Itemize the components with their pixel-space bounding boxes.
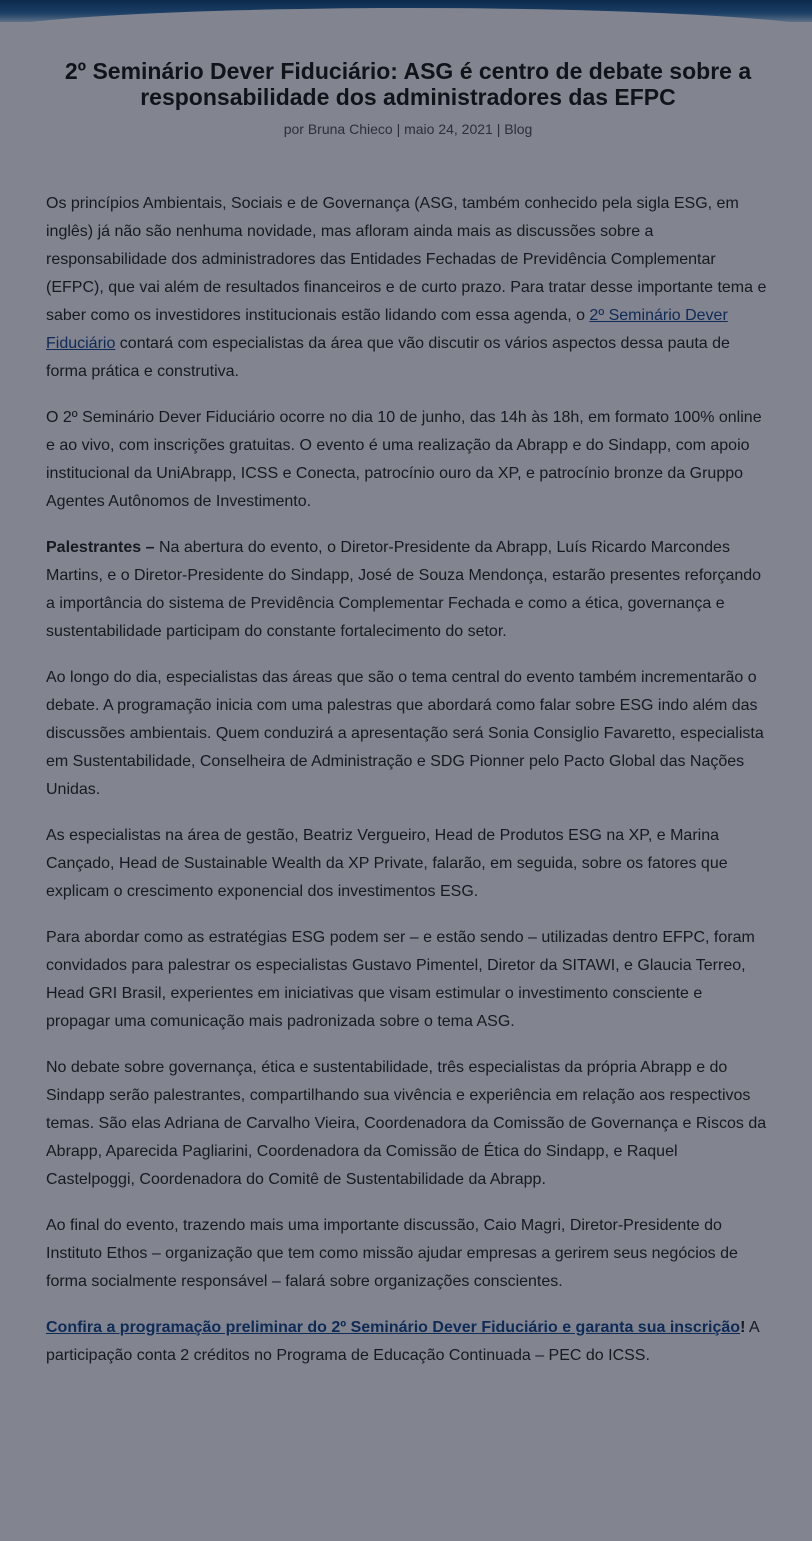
post-title: 2º Seminário Dever Fiduciário: ASG é centro de debate sobre a responsabilidade dos administradores das EFPC xyxy=(64,58,752,110)
paragraph-program: Ao longo do dia, especialistas das áreas que são o tema central do evento também incrementarão o debate. A programação inicia com uma palestras que abordará como falar sobre ESG indo além das discussões ambientais. Quem conduzirá a apresentação será Sonia Consiglio Favaretto, especialista em Sustentabilidade, Conselheira de Administração e SDG Pionner pelo Pacto Global das Nações Unidas. xyxy=(46,669,764,798)
paragraph-speakers xyxy=(46,534,770,646)
seminar-link[interactable]: 2º Seminário Dever Fiduciário xyxy=(46,307,728,352)
exclamation: ! xyxy=(740,1319,746,1336)
author-link[interactable]: Bruna Chieco xyxy=(307,121,393,137)
paragraph-text: Na abertura do evento, o Diretor-Presidente da Abrapp, Luís Ricardo Marcondes Martins, e o Diretor-Presidente do Sindapp, José de Souza Mendonça, estarão presentes reforçando a importância do sistema de Previdência Complementar Fechada e como a ética, governança e sustentabilidade participam do constante fortalecimento do setor. xyxy=(46,539,762,640)
meta-separator: | xyxy=(496,121,501,137)
program-registration-link[interactable]: Confira a programação preliminar do 2º Seminário Dever Fiduciário e garanta sua inscrição xyxy=(46,1319,741,1336)
paragraph-text: A participação conta 2 créditos no Programa de Educação Continuada – PEC do ICSS. xyxy=(46,1319,759,1364)
article xyxy=(46,58,770,1388)
category-link[interactable]: Blog xyxy=(504,121,533,137)
paragraph-strategies: Para abordar como as estratégias ESG podem ser – e estão sendo – utilizadas dentro EFPC, foram convidados para palestrar os especialistas Gustavo Pimentel, Diretor da SITAWI, e Glaucia Terreo, Head GRI Brasil, experientes em iniciativas que visam estimular o investimento consciente e propagar uma comunicação mais padronizada sobre o tema ASG. xyxy=(46,929,755,1030)
paragraph-closing: Ao final do evento, trazendo mais uma importante discussão, Caio Magri, Diretor-Presidente do Instituto Ethos – organização que tem como missão ajudar empresas a gerirem seus negócios de forma socialmente responsável – falará sobre organizações conscientes. xyxy=(46,1217,738,1290)
paragraph-intro xyxy=(46,190,770,386)
paragraph-text: contará com especialistas da área que vão discutir os vários aspectos dessa pauta de forma prática e construtiva. xyxy=(46,335,730,380)
paragraph-event-details: O 2º Seminário Dever Fiduciário ocorre no dia 10 de junho, das 14h às 18h, em formato 100% online e ao vivo, com inscrições gratuitas. O evento é uma realização da Abrapp e do Sindapp, com apoio institucional da UniAbrapp, ICSS e Conecta, patrocínio ouro da XP, e patrocínio bronze da Gruppo Agentes Autônomos de Investimento. xyxy=(46,409,762,510)
header-band xyxy=(0,0,812,22)
paragraph-cta xyxy=(46,1314,770,1370)
paragraph-text: Os princípios Ambientais, Sociais e de Governança (ASG, também conhecido pela sigla ESG, em inglês) já não são nenhuma novidade, mas afloram ainda mais as discussões sobre a responsabilidade dos administradores das Entidades Fechadas de Previdência Complementar (EFPC), que vai além de resultados financeiros e de curto prazo. Para tratar desse importante tema e saber como os investidores institucionais estão lidando com essa agenda, o xyxy=(46,195,767,324)
post-meta xyxy=(46,120,770,138)
meta-prefix: por xyxy=(283,121,304,137)
meta-separator: | xyxy=(396,121,401,137)
post-date: maio 24, 2021 xyxy=(404,121,493,137)
paragraph-management: As especialistas na área de gestão, Beatriz Vergueiro, Head de Produtos ESG na XP, e Marina Cançado, Head de Sustainable Wealth da XP Private, falarão, em seguida, sobre os fatores que explicam o crescimento exponencial dos investimentos ESG. xyxy=(46,827,728,900)
header-swoosh xyxy=(0,8,812,22)
speakers-heading: Palestrantes – xyxy=(46,539,155,556)
paragraph-governance: No debate sobre governança, ética e sustentabilidade, três especialistas da própria Abrapp e do Sindapp serão palestrantes, compartilhando sua vivência e experiência em relação aos respectivos temas. São elas Adriana de Carvalho Vieira, Coordenadora da Comissão de Governança e Riscos da Abrapp, Aparecida Pagliarini, Coordenadora da Comissão de Ética do Sindapp, e Raquel Castelpoggi, Coordenadora do Comitê de Sustentabilidade da Abrapp. xyxy=(46,1059,767,1188)
post-body xyxy=(46,190,770,1370)
